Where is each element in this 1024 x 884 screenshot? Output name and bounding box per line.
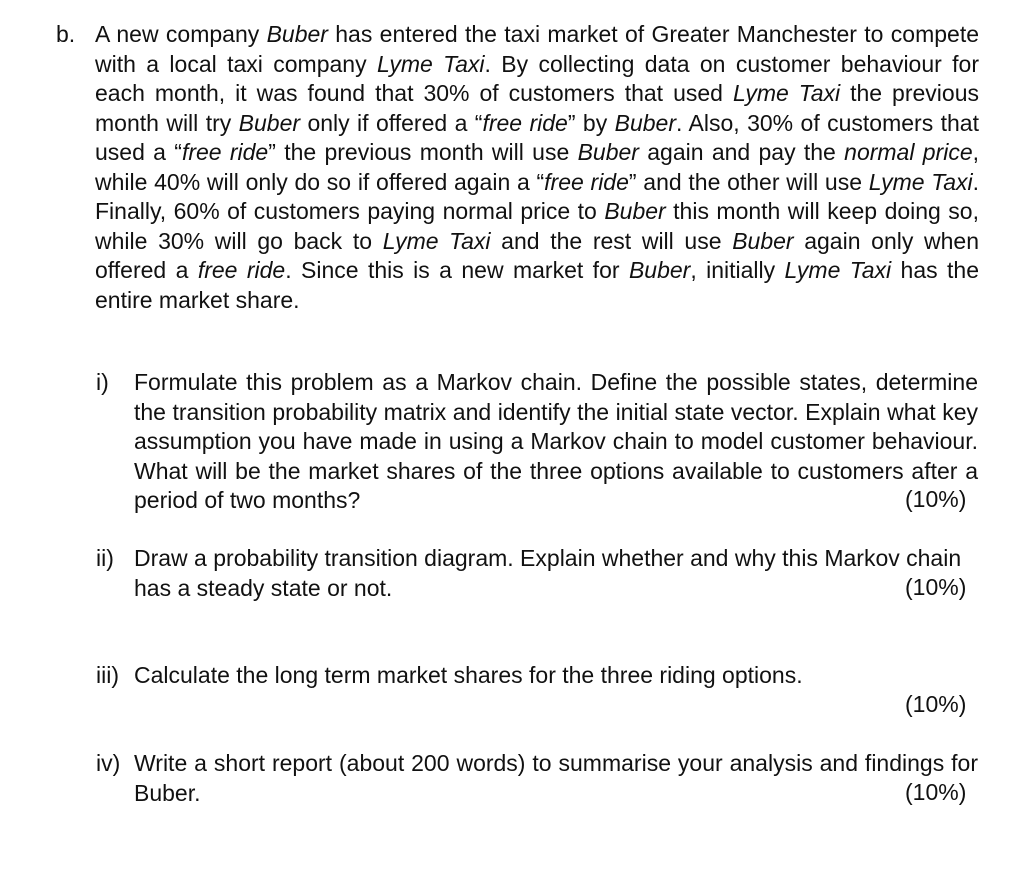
subquestion-ii-body: Draw a probability transition diagram. Explain whether and why this Markov chain has a steady state or not. [134,545,962,601]
question-text: ” by [567,109,615,136]
question-text-italic: free ride [544,168,629,195]
question-text-italic: free ride [482,109,568,136]
question-text: and the rest will use [490,227,733,254]
question-text: has entered the taxi market of Greater Manchester to compete with a local taxi company [95,21,980,77]
question-text: ” the previous month will use [268,139,578,165]
question-text-italic: free ride [181,139,269,165]
question-text-italic: Buber [238,109,301,136]
question-text: , while 40% will only do so if offered again a “ [95,139,980,195]
question-text: , initially [690,257,785,283]
subquestion-iii-body: Calculate the long term market shares for the three riding options. [134,662,803,688]
question-text: . Finally, 60% of customers paying normal price to [95,168,980,224]
question-text-italic: Buber [614,109,676,136]
question-text: . Since this is a new market for [285,257,629,283]
question-text: this month will keep doing so, while 30% will go back to [95,198,979,254]
question-text-italic: Lyme Taxi [382,227,491,254]
question-text-italic: Lyme Taxi [868,168,973,195]
question-label: b. [56,21,76,47]
subquestion-i-body: Formulate this problem as a Markov chain. Define the possible states, determine the transition probability matrix and identify the initial state vector. Explain what key assumption you have made in using a Markov chain to model customer behaviour. What will be the market shares of the three options available to customers after a period of two months? [134,369,978,513]
subquestion-iv-text [134,749,978,808]
subquestion-i-text [134,368,978,516]
question-text: has the entire market share. [95,257,979,313]
question-text: . By collecting data on customer behaviour for each month, it was found that 30% of customers that used [95,50,980,106]
subquestion-iv-mark: (10%) [905,779,967,805]
question-text-italic: Lyme Taxi [784,257,892,283]
question-paragraph [95,20,979,315]
question-text: again and pay the [638,139,845,165]
subquestion-iii-mark: (10%) [905,691,967,717]
subquestion-iii-text [134,661,978,691]
subquestion-iv-label: iv) [96,750,121,776]
subquestion-ii-text [134,544,978,603]
question-text-italic: Lyme Taxi [732,80,841,106]
question-text-italic: Buber [266,21,328,47]
subquestion-iv-body: Write a short report (about 200 words) to summarise your analysis and findings for Buber. [134,750,978,806]
question-text-italic: Buber [732,227,794,254]
question-text: only if offered a “ [300,109,483,136]
question-text: . Also, 30% of customers that used a “ [95,109,979,165]
question-text: again only when offered a [95,227,979,283]
subquestion-i-label: i) [96,369,109,395]
question-text-italic: Buber [604,198,666,224]
subquestion-ii-label: ii) [96,545,114,571]
subquestion-iii-label: iii) [96,662,119,688]
question-text: A new company [95,21,267,47]
subquestion-ii-mark: (10%) [905,574,967,600]
question-text-italic: normal price [844,139,973,165]
question-text-italic: Lyme Taxi [376,50,485,77]
question-text-italic: Buber [577,139,639,165]
subquestion-i-mark: (10%) [905,486,967,512]
question-text-italic: Buber [628,257,691,283]
question-text: ” and the other will use [628,168,869,195]
question-text: the previous month will try [95,80,979,136]
question-text-italic: free ride [197,257,286,283]
